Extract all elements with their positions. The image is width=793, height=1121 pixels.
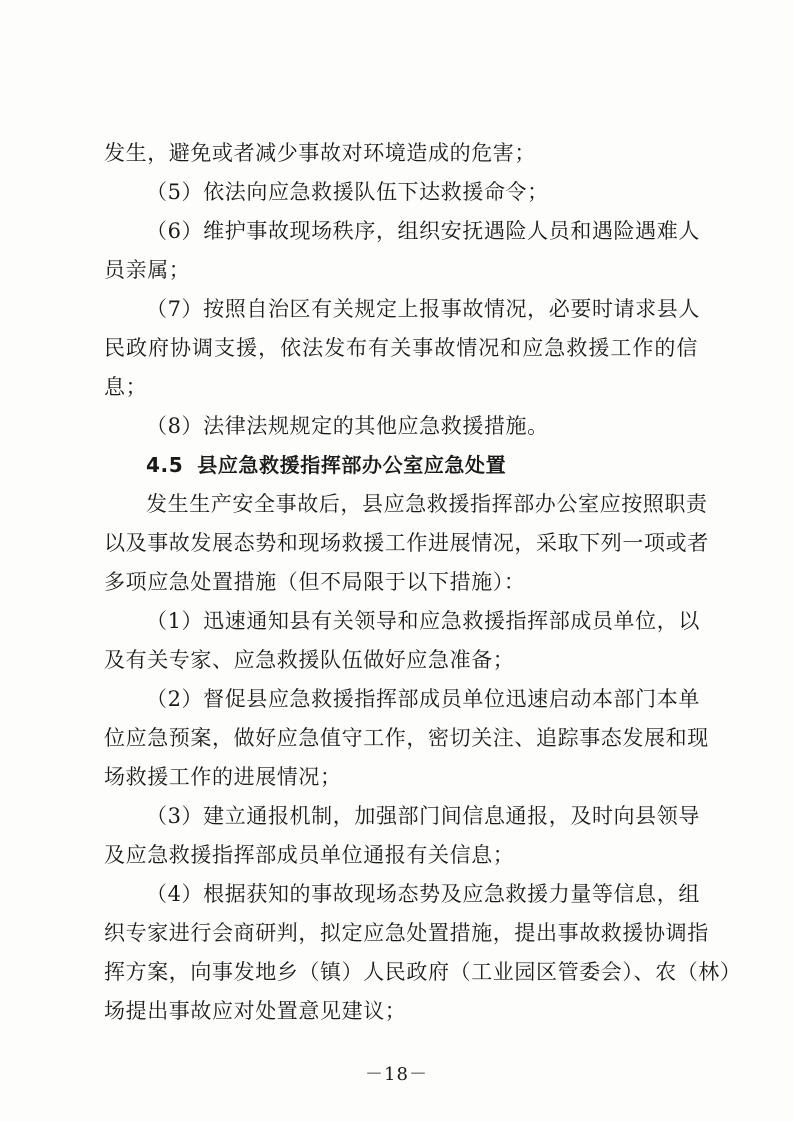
section-title: 县应急救援指挥部办公室应急处置 [197,453,507,477]
paragraph-line: 位应急预案，做好应急值守工作，密切关注、追踪事态发展和现 [104,726,709,750]
paragraph-line: 多项应急处置措施（但不局限于以下措施）： [104,570,526,594]
paragraph-line: 发生，避免或者减少事故对环境造成的危害； [104,141,536,165]
paragraph-line: 及应急救援指挥部成员单位通报有关信息； [104,843,515,867]
paragraph-line: 息； [104,375,148,399]
body-text [104,134,742,1031]
paragraph-line: （3）建立通报机制，加强部门间信息通报，及时向县领导 [146,804,700,828]
paragraph-line: （6）维护事故现场秩序，组织安抚遇险人员和遇险遇难人 [146,219,700,243]
paragraph-line: （1）迅速通知县有关领导和应急救援指挥部成员单位，以 [146,609,700,633]
paragraph-line: 织专家进行会商研判，拟定应急处置措施，提出事故救援协调指 [104,921,709,945]
paragraph-line: （5）依法向应急救援队伍下达救援命令； [146,180,549,204]
paragraph-line: 场提出事故应对处置意见建议； [104,999,407,1023]
paragraph-line: 员亲属； [104,258,191,282]
paragraph-line: 民政府协调支援，依法发布有关事故情况和应急救援工作的信 [104,336,698,360]
section-heading [104,446,698,485]
paragraph-line: （2）督促县应急救援指挥部成员单位迅速启动本部门本单 [146,687,700,711]
paragraph-line: 场救援工作的进展情况； [104,765,342,789]
paragraph-line: 发生生产安全事故后，县应急救援指挥部办公室应按照职责 [146,492,708,516]
paragraph-line: （7）按照自治区有关规定上报事故情况，必要时请求县人 [146,297,700,321]
paragraph-line: （4）根据获知的事故现场态势及应急救援力量等信息，组 [146,882,700,906]
page-number: －18－ [365,1064,428,1085]
paragraph-line: 及有关专家、应急救援队伍做好应急准备； [104,648,515,672]
paragraph-line: （8）法律法规规定的其他应急救援措施。 [146,414,549,438]
section-number: 4.5 [146,453,184,477]
paragraph-line: 以及事故发展态势和现场救援工作进展情况，采取下列一项或者 [104,531,709,555]
paragraph-line: 挥方案，向事发地乡（镇）人民政府（工业园区管委会）、农（林） [104,960,742,984]
